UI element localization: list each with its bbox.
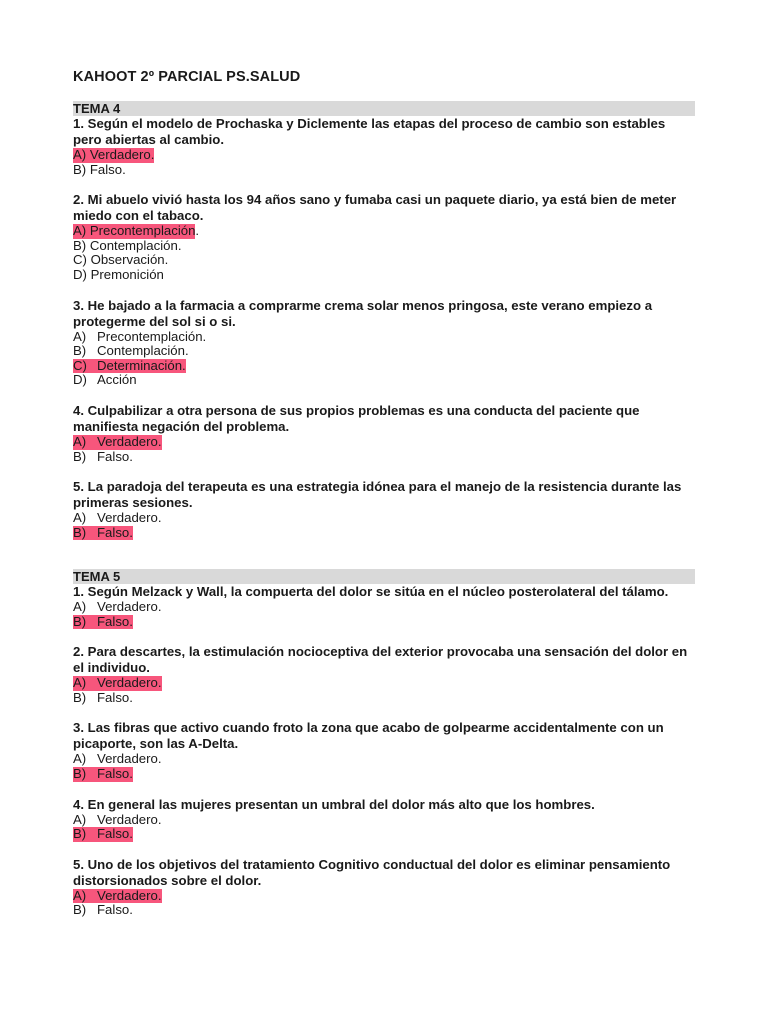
option-text: Verdadero.	[97, 887, 162, 903]
option-letter: A)	[73, 887, 87, 903]
answer-label	[73, 268, 164, 283]
answer-label	[73, 903, 133, 918]
option-text: Falso.	[97, 765, 133, 781]
question-text: 4. En general las mujeres presentan un umbral del dolor más alto que los hombres.	[73, 796, 595, 812]
section-tema-5	[73, 569, 695, 918]
option-letter: A)	[73, 510, 87, 526]
question-spacer	[73, 177, 695, 192]
answer-option-correct	[73, 148, 695, 163]
answer-label	[73, 752, 162, 767]
option-text: Falso.	[97, 448, 133, 464]
question-spacer	[73, 464, 695, 479]
question-spacer	[73, 782, 695, 797]
option-text: Acción	[97, 372, 137, 388]
question-spacer	[73, 842, 695, 857]
option-letter: D)	[73, 266, 87, 282]
question-block	[73, 797, 695, 842]
question-spacer	[73, 283, 695, 298]
answer-option-correct	[73, 359, 695, 374]
question-text: 3. Las fibras que activo cuando froto la zona que acabo de golpearme accidentalmente con un picaporte, son las A-Delta.	[73, 720, 664, 752]
option-letter: B)	[73, 613, 87, 629]
correct-answer-highlight	[73, 827, 133, 842]
answer-option	[73, 691, 695, 706]
answer-option-correct	[73, 767, 695, 782]
answer-option	[73, 752, 695, 767]
option-letter: B)	[73, 161, 87, 177]
option-letter: B)	[73, 826, 87, 842]
correct-answer-highlight	[73, 359, 186, 374]
question-block	[73, 720, 695, 781]
correct-answer-highlight	[73, 615, 133, 630]
answer-label	[73, 450, 133, 465]
option-text: Falso.	[97, 902, 133, 918]
option-text: Falso.	[97, 689, 133, 705]
correct-answer-highlight	[73, 224, 195, 239]
option-letter: B)	[73, 689, 87, 705]
correct-answer-highlight	[73, 676, 162, 691]
option-letter: A)	[73, 328, 87, 344]
option-letter: A)	[73, 675, 87, 691]
answer-option	[73, 903, 695, 918]
option-letter: B)	[73, 765, 87, 781]
option-letter: A)	[73, 223, 87, 239]
answer-label	[73, 239, 182, 254]
answer-option-correct	[73, 889, 695, 904]
question-text: 3. He bajado a la farmacia a comprarme crema solar menos pringosa, este verano empiezo a protegerme del sol si o si.	[73, 297, 653, 329]
option-text: Verdadero.	[97, 811, 162, 827]
question-text: 4. Culpabilizar a otra persona de sus propios problemas es una conducta del paciente que manifiesta negación del problema.	[73, 402, 640, 434]
option-letter: B)	[73, 237, 87, 253]
question-block	[73, 192, 695, 282]
option-letter: A)	[73, 811, 87, 827]
correct-answer-highlight	[73, 435, 162, 450]
answer-label	[73, 813, 162, 828]
option-suffix: .	[195, 223, 200, 239]
answer-option	[73, 268, 695, 283]
answer-label	[73, 344, 189, 359]
option-letter: C)	[73, 357, 87, 373]
question-block	[73, 298, 695, 388]
document-title: KAHOOT 2º PARCIAL PS.SALUD	[73, 69, 301, 85]
option-letter: B)	[73, 902, 87, 918]
option-letter: A)	[73, 433, 87, 449]
option-text: Falso.	[97, 826, 133, 842]
question-spacer	[73, 388, 695, 403]
answer-option-correct	[73, 435, 695, 450]
answer-option-correct	[73, 615, 695, 630]
option-letter: C)	[73, 252, 87, 268]
answer-label	[73, 600, 162, 615]
question-text: 1. Según el modelo de Prochaska y Diclemente las etapas del proceso de cambio son estables pero abiertas al cambio.	[73, 116, 666, 147]
question-block	[73, 479, 695, 540]
option-letter: B)	[73, 343, 87, 359]
option-text: Precontemplación	[89, 223, 196, 239]
question-text: 2. Mi abuelo vivió hasta los 94 años sano y fumaba casi un paquete diario, ya está bien de meter miedo con el tabaco.	[73, 192, 677, 224]
option-text: Verdadero.	[97, 751, 162, 767]
question-text: 5. La paradoja del terapeuta es una estrategia idónea para el manejo de la resistencia durante las primeras sesiones.	[73, 479, 682, 511]
option-letter: D)	[73, 372, 87, 388]
answer-option	[73, 373, 695, 388]
correct-answer-highlight	[73, 889, 162, 904]
answer-option	[73, 600, 695, 615]
option-text: Precontemplación.	[97, 328, 207, 344]
answer-option	[73, 253, 695, 268]
answer-option	[73, 344, 695, 359]
option-letter: B)	[73, 524, 87, 540]
answer-option-correct	[73, 224, 695, 239]
answer-option-correct	[73, 526, 695, 541]
option-text: Verdadero.	[97, 433, 162, 449]
section-tema-4	[73, 101, 695, 540]
option-letter: A)	[73, 751, 87, 767]
question-block	[73, 116, 695, 177]
answer-option	[73, 813, 695, 828]
option-text: Falso.	[97, 613, 133, 629]
option-letter: A)	[73, 599, 87, 614]
question-block	[73, 584, 695, 629]
option-text: Falso.	[97, 524, 133, 540]
answer-label	[73, 511, 162, 526]
option-text: Verdadero.	[97, 675, 162, 691]
answer-option-correct	[73, 827, 695, 842]
section-header: TEMA 4	[73, 101, 695, 116]
answer-label	[73, 163, 126, 178]
answer-label	[73, 253, 168, 268]
answer-option	[73, 450, 695, 465]
question-text: 2. Para descartes, la estimulación nocioceptiva del exterior provocaba una sensación del dolor en el individuo.	[73, 644, 688, 676]
correct-answer-highlight	[73, 767, 133, 782]
answer-option	[73, 163, 695, 178]
option-text: Observación.	[90, 252, 169, 268]
option-text: Falso.	[89, 161, 126, 177]
question-text: 1. Según Melzack y Wall, la compuerta del dolor se sitúa en el núcleo posterolateral del tálamo.	[73, 584, 669, 599]
question-block	[73, 403, 695, 464]
question-text: 5. Uno de los objetivos del tratamiento Cognitivo conductual del dolor es eliminar pensamiento distorsionados sobre el dolor.	[73, 856, 671, 888]
option-text: Verdadero.	[97, 510, 162, 526]
option-letter: B)	[73, 448, 87, 464]
option-text: Verdadero.	[97, 599, 162, 614]
answer-label	[73, 373, 137, 388]
correct-answer-highlight	[73, 526, 133, 541]
correct-answer-highlight	[73, 148, 154, 163]
answer-label	[73, 330, 206, 345]
answer-option	[73, 330, 695, 345]
question-block	[73, 857, 695, 918]
question-block	[73, 644, 695, 705]
option-text: Verdadero.	[89, 147, 155, 162]
option-letter: A)	[73, 147, 87, 162]
answer-option	[73, 511, 695, 526]
question-spacer	[73, 629, 695, 644]
question-spacer	[73, 705, 695, 720]
option-text: Contemplación.	[89, 237, 182, 253]
section-header: TEMA 5	[73, 569, 695, 584]
answer-option	[73, 239, 695, 254]
option-text: Contemplación.	[97, 343, 189, 359]
answer-label	[73, 691, 133, 706]
option-text: Determinación.	[97, 357, 186, 373]
answer-option-correct	[73, 676, 695, 691]
option-text: Premonición	[90, 266, 164, 282]
